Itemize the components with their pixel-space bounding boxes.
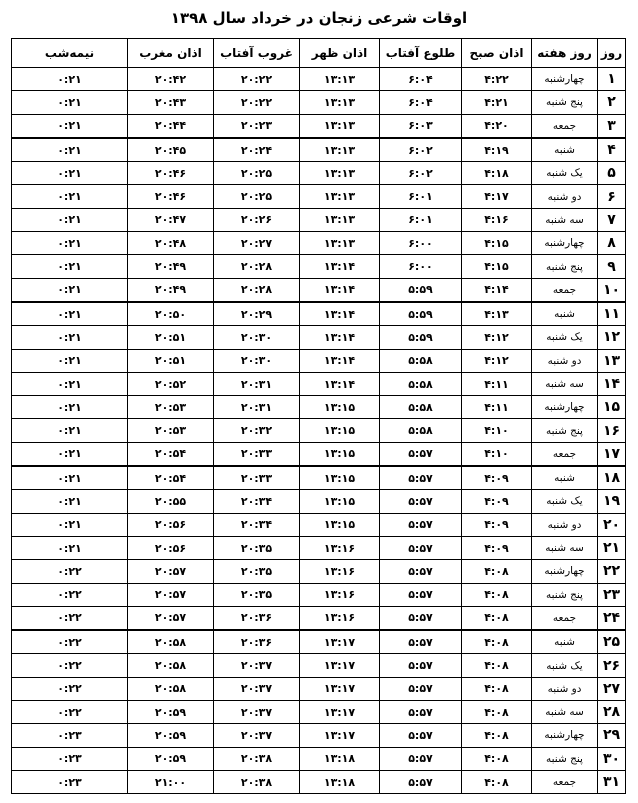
table-row — [12, 724, 626, 747]
midnight-cell: ۰:۲۱ — [12, 114, 128, 138]
weekday-cell: دو شنبه — [532, 349, 598, 372]
maghrib-cell: ۲۰:۵۶ — [128, 536, 214, 559]
fajr-cell: ۴:۱۴ — [462, 278, 532, 302]
sunrise-cell: ۵:۵۷ — [380, 747, 462, 770]
day-number-cell: ۱ — [598, 68, 626, 91]
fajr-cell: ۴:۲۱ — [462, 91, 532, 114]
day-number-cell: ۲۷ — [598, 677, 626, 700]
fajr-cell: ۴:۰۹ — [462, 513, 532, 536]
fajr-cell: ۴:۱۰ — [462, 419, 532, 442]
midnight-cell: ۰:۲۱ — [12, 466, 128, 490]
maghrib-cell: ۲۰:۵۳ — [128, 419, 214, 442]
sunset-cell: ۲۰:۲۲ — [214, 91, 300, 114]
midnight-cell: ۰:۲۱ — [12, 91, 128, 114]
sunrise-cell: ۵:۵۷ — [380, 654, 462, 677]
sunrise-cell: ۵:۵۷ — [380, 536, 462, 559]
dhuhr-cell: ۱۳:۱۴ — [300, 372, 380, 395]
midnight-cell: ۰:۲۳ — [12, 770, 128, 793]
midnight-cell: ۰:۲۲ — [12, 583, 128, 606]
sunset-cell: ۲۰:۳۲ — [214, 419, 300, 442]
sunrise-cell: ۵:۵۷ — [380, 677, 462, 700]
weekday-cell: چهارشنبه — [532, 724, 598, 747]
table-row — [12, 536, 626, 559]
midnight-cell: ۰:۲۱ — [12, 185, 128, 208]
page-title: اوقات شرعی زنجان در خرداد سال ۱۳۹۸ — [170, 9, 468, 27]
fajr-cell: ۴:۱۲ — [462, 349, 532, 372]
dhuhr-cell: ۱۳:۱۸ — [300, 770, 380, 793]
day-number-cell: ۳۰ — [598, 747, 626, 770]
weekday-cell: شنبه — [532, 466, 598, 490]
weekday-cell: چهارشنبه — [532, 396, 598, 419]
fajr-cell: ۴:۱۱ — [462, 396, 532, 419]
sunrise-cell: ۶:۰۰ — [380, 255, 462, 278]
day-number-cell: ۳۱ — [598, 770, 626, 793]
maghrib-cell: ۲۰:۵۸ — [128, 654, 214, 677]
sunset-cell: ۲۰:۳۷ — [214, 677, 300, 700]
fajr-cell: ۴:۱۵ — [462, 255, 532, 278]
fajr-cell: ۴:۱۱ — [462, 372, 532, 395]
day-number-cell: ۳ — [598, 114, 626, 138]
table-row — [12, 513, 626, 536]
dhuhr-cell: ۱۳:۱۳ — [300, 232, 380, 255]
weekday-cell: سه شنبه — [532, 208, 598, 231]
day-number-cell: ۱۴ — [598, 372, 626, 395]
weekday-cell: شنبه — [532, 630, 598, 654]
maghrib-cell: ۲۰:۴۴ — [128, 114, 214, 138]
table-row — [12, 770, 626, 793]
table-row — [12, 583, 626, 606]
dhuhr-cell: ۱۳:۱۷ — [300, 654, 380, 677]
table-row — [12, 302, 626, 326]
table-row — [12, 326, 626, 349]
midnight-cell: ۰:۲۲ — [12, 630, 128, 654]
dhuhr-cell: ۱۳:۱۵ — [300, 466, 380, 490]
midnight-cell: ۰:۲۱ — [12, 138, 128, 162]
midnight-cell: ۰:۲۱ — [12, 349, 128, 372]
maghrib-cell: ۲۰:۵۷ — [128, 560, 214, 583]
sunrise-cell: ۵:۵۷ — [380, 490, 462, 513]
weekday-cell: دو شنبه — [532, 513, 598, 536]
column-header: اذان صبح — [462, 39, 532, 68]
column-header: نیمه‌شب — [12, 39, 128, 68]
weekday-cell: پنج شنبه — [532, 747, 598, 770]
weekday-cell: شنبه — [532, 138, 598, 162]
maghrib-cell: ۲۰:۵۷ — [128, 606, 214, 630]
dhuhr-cell: ۱۳:۱۴ — [300, 326, 380, 349]
midnight-cell: ۰:۲۳ — [12, 724, 128, 747]
column-header: طلوع آفتاب — [380, 39, 462, 68]
maghrib-cell: ۲۰:۵۶ — [128, 513, 214, 536]
maghrib-cell: ۲۰:۵۸ — [128, 630, 214, 654]
fajr-cell: ۴:۰۸ — [462, 770, 532, 793]
sunset-cell: ۲۰:۲۷ — [214, 232, 300, 255]
dhuhr-cell: ۱۳:۱۶ — [300, 606, 380, 630]
midnight-cell: ۰:۲۳ — [12, 747, 128, 770]
sunrise-cell: ۵:۵۷ — [380, 466, 462, 490]
weekday-cell: دو شنبه — [532, 185, 598, 208]
fajr-cell: ۴:۰۸ — [462, 654, 532, 677]
dhuhr-cell: ۱۳:۱۵ — [300, 396, 380, 419]
dhuhr-cell: ۱۳:۱۶ — [300, 536, 380, 559]
maghrib-cell: ۲۰:۴۶ — [128, 185, 214, 208]
table-row — [12, 606, 626, 630]
weekday-cell: یک شنبه — [532, 654, 598, 677]
table-row — [12, 91, 626, 114]
sunrise-cell: ۵:۵۹ — [380, 302, 462, 326]
day-number-cell: ۱۷ — [598, 442, 626, 466]
table-row — [12, 208, 626, 231]
table-row — [12, 677, 626, 700]
day-number-cell: ۶ — [598, 185, 626, 208]
fajr-cell: ۴:۱۹ — [462, 138, 532, 162]
weekday-cell: چهارشنبه — [532, 68, 598, 91]
day-number-cell: ۱۶ — [598, 419, 626, 442]
weekday-cell: شنبه — [532, 302, 598, 326]
day-number-cell: ۱۱ — [598, 302, 626, 326]
day-number-cell: ۱۳ — [598, 349, 626, 372]
maghrib-cell: ۲۰:۵۹ — [128, 724, 214, 747]
sunrise-cell: ۵:۵۸ — [380, 372, 462, 395]
dhuhr-cell: ۱۳:۱۳ — [300, 68, 380, 91]
midnight-cell: ۰:۲۱ — [12, 302, 128, 326]
sunrise-cell: ۵:۵۷ — [380, 560, 462, 583]
sunset-cell: ۲۰:۳۱ — [214, 372, 300, 395]
fajr-cell: ۴:۱۸ — [462, 162, 532, 185]
midnight-cell: ۰:۲۱ — [12, 490, 128, 513]
weekday-cell: چهارشنبه — [532, 560, 598, 583]
sunset-cell: ۲۰:۲۴ — [214, 138, 300, 162]
sunrise-cell: ۵:۵۷ — [380, 724, 462, 747]
table-row — [12, 349, 626, 372]
table-row — [12, 255, 626, 278]
column-header: روز هفته — [532, 39, 598, 68]
midnight-cell: ۰:۲۲ — [12, 606, 128, 630]
table-row — [12, 68, 626, 91]
weekday-cell: پنج شنبه — [532, 583, 598, 606]
sunrise-cell: ۶:۰۰ — [380, 232, 462, 255]
sunrise-cell: ۶:۰۲ — [380, 138, 462, 162]
sunrise-cell: ۵:۵۷ — [380, 442, 462, 466]
table-row — [12, 560, 626, 583]
maghrib-cell: ۲۰:۵۲ — [128, 372, 214, 395]
sunrise-cell: ۵:۵۸ — [380, 349, 462, 372]
dhuhr-cell: ۱۳:۱۳ — [300, 162, 380, 185]
weekday-cell: چهارشنبه — [532, 232, 598, 255]
midnight-cell: ۰:۲۲ — [12, 654, 128, 677]
sunrise-cell: ۶:۰۱ — [380, 208, 462, 231]
fajr-cell: ۴:۰۹ — [462, 536, 532, 559]
maghrib-cell: ۲۰:۴۷ — [128, 208, 214, 231]
maghrib-cell: ۲۰:۵۱ — [128, 349, 214, 372]
table-row — [12, 419, 626, 442]
sunset-cell: ۲۰:۳۸ — [214, 770, 300, 793]
day-number-cell: ۱۲ — [598, 326, 626, 349]
weekday-cell: جمعه — [532, 114, 598, 138]
weekday-cell: پنج شنبه — [532, 91, 598, 114]
midnight-cell: ۰:۲۱ — [12, 162, 128, 185]
weekday-cell: پنج شنبه — [532, 255, 598, 278]
day-number-cell: ۲ — [598, 91, 626, 114]
maghrib-cell: ۲۰:۵۸ — [128, 677, 214, 700]
sunset-cell: ۲۰:۲۵ — [214, 162, 300, 185]
table-body — [12, 68, 626, 794]
midnight-cell: ۰:۲۱ — [12, 513, 128, 536]
midnight-cell: ۰:۲۱ — [12, 326, 128, 349]
sunset-cell: ۲۰:۳۳ — [214, 442, 300, 466]
sunset-cell: ۲۰:۲۲ — [214, 68, 300, 91]
maghrib-cell: ۲۰:۵۴ — [128, 466, 214, 490]
maghrib-cell: ۲۰:۵۷ — [128, 583, 214, 606]
dhuhr-cell: ۱۳:۱۳ — [300, 138, 380, 162]
sunrise-cell: ۵:۵۷ — [380, 513, 462, 536]
fajr-cell: ۴:۱۳ — [462, 302, 532, 326]
table-row — [12, 396, 626, 419]
table-row — [12, 185, 626, 208]
fajr-cell: ۴:۰۸ — [462, 701, 532, 724]
table-header-row — [12, 39, 626, 68]
weekday-cell: پنج شنبه — [532, 419, 598, 442]
weekday-cell: سه شنبه — [532, 536, 598, 559]
maghrib-cell: ۲۰:۵۳ — [128, 396, 214, 419]
sunrise-cell: ۵:۵۸ — [380, 419, 462, 442]
maghrib-cell: ۲۰:۴۹ — [128, 278, 214, 302]
maghrib-cell: ۲۰:۴۹ — [128, 255, 214, 278]
sunset-cell: ۲۰:۳۶ — [214, 606, 300, 630]
midnight-cell: ۰:۲۱ — [12, 278, 128, 302]
dhuhr-cell: ۱۳:۱۴ — [300, 349, 380, 372]
weekday-cell: یک شنبه — [532, 326, 598, 349]
table-row — [12, 278, 626, 302]
dhuhr-cell: ۱۳:۱۳ — [300, 208, 380, 231]
weekday-cell: جمعه — [532, 442, 598, 466]
table-row — [12, 372, 626, 395]
day-number-cell: ۵ — [598, 162, 626, 185]
weekday-cell: دو شنبه — [532, 677, 598, 700]
sunrise-cell: ۵:۵۷ — [380, 606, 462, 630]
midnight-cell: ۰:۲۲ — [12, 560, 128, 583]
fajr-cell: ۴:۱۷ — [462, 185, 532, 208]
midnight-cell: ۰:۲۱ — [12, 372, 128, 395]
sunset-cell: ۲۰:۳۷ — [214, 701, 300, 724]
sunset-cell: ۲۰:۲۹ — [214, 302, 300, 326]
dhuhr-cell: ۱۳:۱۵ — [300, 419, 380, 442]
weekday-cell: یک شنبه — [532, 490, 598, 513]
day-number-cell: ۲۸ — [598, 701, 626, 724]
sunset-cell: ۲۰:۳۴ — [214, 513, 300, 536]
sunset-cell: ۲۰:۳۵ — [214, 583, 300, 606]
day-number-cell: ۸ — [598, 232, 626, 255]
sunrise-cell: ۶:۰۲ — [380, 162, 462, 185]
sunrise-cell: ۵:۵۷ — [380, 630, 462, 654]
dhuhr-cell: ۱۳:۱۷ — [300, 724, 380, 747]
sunset-cell: ۲۰:۲۸ — [214, 278, 300, 302]
weekday-cell: جمعه — [532, 606, 598, 630]
dhuhr-cell: ۱۳:۱۷ — [300, 630, 380, 654]
sunrise-cell: ۵:۵۸ — [380, 396, 462, 419]
prayer-times-table — [11, 38, 626, 794]
day-number-cell: ۲۹ — [598, 724, 626, 747]
table-row — [12, 138, 626, 162]
midnight-cell: ۰:۲۱ — [12, 419, 128, 442]
table-row — [12, 232, 626, 255]
maghrib-cell: ۲۱:۰۰ — [128, 770, 214, 793]
sunset-cell: ۲۰:۳۸ — [214, 747, 300, 770]
day-number-cell: ۱۹ — [598, 490, 626, 513]
dhuhr-cell: ۱۳:۱۸ — [300, 747, 380, 770]
fajr-cell: ۴:۰۸ — [462, 747, 532, 770]
day-number-cell: ۷ — [598, 208, 626, 231]
weekday-cell: جمعه — [532, 278, 598, 302]
table-row — [12, 114, 626, 138]
sunset-cell: ۲۰:۲۶ — [214, 208, 300, 231]
sunset-cell: ۲۰:۳۵ — [214, 560, 300, 583]
table-row — [12, 747, 626, 770]
day-number-cell: ۹ — [598, 255, 626, 278]
table-row — [12, 630, 626, 654]
column-header: روز — [598, 39, 626, 68]
fajr-cell: ۴:۰۹ — [462, 490, 532, 513]
sunset-cell: ۲۰:۳۷ — [214, 724, 300, 747]
day-number-cell: ۲۲ — [598, 560, 626, 583]
midnight-cell: ۰:۲۱ — [12, 232, 128, 255]
sunset-cell: ۲۰:۳۰ — [214, 349, 300, 372]
dhuhr-cell: ۱۳:۱۵ — [300, 513, 380, 536]
midnight-cell: ۰:۲۱ — [12, 208, 128, 231]
table-row — [12, 162, 626, 185]
day-number-cell: ۲۶ — [598, 654, 626, 677]
sunrise-cell: ۶:۰۴ — [380, 68, 462, 91]
day-number-cell: ۱۸ — [598, 466, 626, 490]
sunset-cell: ۲۰:۳۴ — [214, 490, 300, 513]
maghrib-cell: ۲۰:۵۰ — [128, 302, 214, 326]
table-row — [12, 701, 626, 724]
dhuhr-cell: ۱۳:۱۳ — [300, 91, 380, 114]
fajr-cell: ۴:۰۸ — [462, 677, 532, 700]
midnight-cell: ۰:۲۱ — [12, 396, 128, 419]
column-header: اذان ظهر — [300, 39, 380, 68]
midnight-cell: ۰:۲۱ — [12, 536, 128, 559]
fajr-cell: ۴:۰۸ — [462, 724, 532, 747]
dhuhr-cell: ۱۳:۱۳ — [300, 114, 380, 138]
maghrib-cell: ۲۰:۴۸ — [128, 232, 214, 255]
midnight-cell: ۰:۲۱ — [12, 442, 128, 466]
maghrib-cell: ۲۰:۵۵ — [128, 490, 214, 513]
table-row — [12, 466, 626, 490]
day-number-cell: ۱۵ — [598, 396, 626, 419]
sunset-cell: ۲۰:۳۵ — [214, 536, 300, 559]
day-number-cell: ۲۱ — [598, 536, 626, 559]
sunrise-cell: ۶:۰۱ — [380, 185, 462, 208]
dhuhr-cell: ۱۳:۱۵ — [300, 442, 380, 466]
sunset-cell: ۲۰:۲۸ — [214, 255, 300, 278]
sunrise-cell: ۵:۵۹ — [380, 278, 462, 302]
sunset-cell: ۲۰:۳۶ — [214, 630, 300, 654]
dhuhr-cell: ۱۳:۱۴ — [300, 278, 380, 302]
maghrib-cell: ۲۰:۵۹ — [128, 701, 214, 724]
maghrib-cell: ۲۰:۵۱ — [128, 326, 214, 349]
maghrib-cell: ۲۰:۴۳ — [128, 91, 214, 114]
midnight-cell: ۰:۲۱ — [12, 255, 128, 278]
sunset-cell: ۲۰:۳۱ — [214, 396, 300, 419]
fajr-cell: ۴:۰۸ — [462, 583, 532, 606]
fajr-cell: ۴:۱۵ — [462, 232, 532, 255]
sunset-cell: ۲۰:۳۷ — [214, 654, 300, 677]
dhuhr-cell: ۱۳:۱۶ — [300, 583, 380, 606]
midnight-cell: ۰:۲۲ — [12, 701, 128, 724]
sunset-cell: ۲۰:۳۳ — [214, 466, 300, 490]
dhuhr-cell: ۱۳:۱۶ — [300, 560, 380, 583]
sunrise-cell: ۵:۵۹ — [380, 326, 462, 349]
column-header: غروب آفتاب — [214, 39, 300, 68]
dhuhr-cell: ۱۳:۱۷ — [300, 701, 380, 724]
fajr-cell: ۴:۱۲ — [462, 326, 532, 349]
maghrib-cell: ۲۰:۴۵ — [128, 138, 214, 162]
sunrise-cell: ۶:۰۴ — [380, 91, 462, 114]
fajr-cell: ۴:۰۸ — [462, 630, 532, 654]
sunrise-cell: ۵:۵۷ — [380, 701, 462, 724]
day-number-cell: ۲۴ — [598, 606, 626, 630]
fajr-cell: ۴:۰۹ — [462, 466, 532, 490]
fajr-cell: ۴:۰۸ — [462, 560, 532, 583]
fajr-cell: ۴:۱۰ — [462, 442, 532, 466]
dhuhr-cell: ۱۳:۱۷ — [300, 677, 380, 700]
column-header: اذان مغرب — [128, 39, 214, 68]
table-row — [12, 442, 626, 466]
day-number-cell: ۲۵ — [598, 630, 626, 654]
sunrise-cell: ۵:۵۷ — [380, 770, 462, 793]
sunrise-cell: ۶:۰۳ — [380, 114, 462, 138]
sunset-cell: ۲۰:۳۰ — [214, 326, 300, 349]
midnight-cell: ۰:۲۲ — [12, 677, 128, 700]
fajr-cell: ۴:۲۲ — [462, 68, 532, 91]
dhuhr-cell: ۱۳:۱۴ — [300, 255, 380, 278]
dhuhr-cell: ۱۳:۱۳ — [300, 185, 380, 208]
maghrib-cell: ۲۰:۴۶ — [128, 162, 214, 185]
maghrib-cell: ۲۰:۴۲ — [128, 68, 214, 91]
table-row — [12, 654, 626, 677]
fajr-cell: ۴:۱۶ — [462, 208, 532, 231]
maghrib-cell: ۲۰:۵۴ — [128, 442, 214, 466]
day-number-cell: ۲۰ — [598, 513, 626, 536]
weekday-cell: سه شنبه — [532, 701, 598, 724]
day-number-cell: ۲۳ — [598, 583, 626, 606]
maghrib-cell: ۲۰:۵۹ — [128, 747, 214, 770]
day-number-cell: ۱۰ — [598, 278, 626, 302]
weekday-cell: سه شنبه — [532, 372, 598, 395]
fajr-cell: ۴:۰۸ — [462, 606, 532, 630]
dhuhr-cell: ۱۳:۱۴ — [300, 302, 380, 326]
day-number-cell: ۴ — [598, 138, 626, 162]
weekday-cell: جمعه — [532, 770, 598, 793]
fajr-cell: ۴:۲۰ — [462, 114, 532, 138]
dhuhr-cell: ۱۳:۱۵ — [300, 490, 380, 513]
sunrise-cell: ۵:۵۷ — [380, 583, 462, 606]
table-row — [12, 490, 626, 513]
sunset-cell: ۲۰:۲۳ — [214, 114, 300, 138]
weekday-cell: یک شنبه — [532, 162, 598, 185]
midnight-cell: ۰:۲۱ — [12, 68, 128, 91]
sunset-cell: ۲۰:۲۵ — [214, 185, 300, 208]
